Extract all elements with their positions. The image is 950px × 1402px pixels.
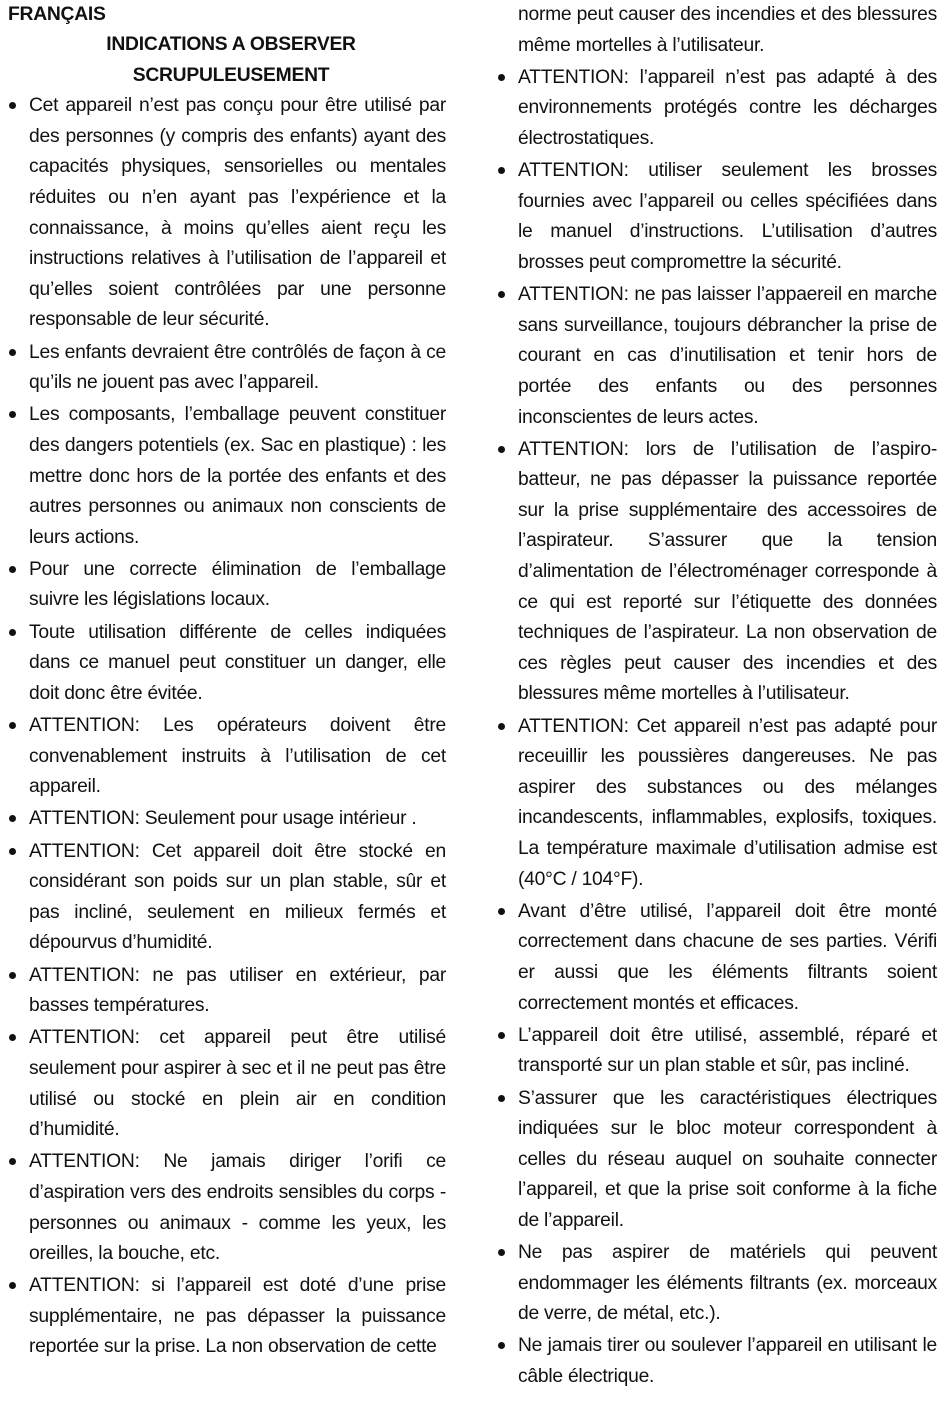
list-item (497, 435, 937, 710)
bullet-icon (9, 1034, 16, 1041)
bullet-icon (498, 291, 505, 298)
bullet-icon (9, 848, 16, 855)
list-item (497, 1238, 937, 1330)
bullet-icon (498, 74, 505, 81)
list-item-text: ATTENTION: si l’appareil est doté d’une prise supplémentaire, ne pas dépasser la puissance reportée sur la prise. La non observation de cette (29, 1275, 446, 1358)
list-item-text: Les composants, l’emballage peuvent constituer des dangers potentiels (ex. Sac en plastique) : les mettre donc hors de la portée des enfants et des autres personnes ou animaux non conscients de leurs actions. (29, 404, 446, 548)
list-item (497, 897, 937, 1019)
list-item-text: Pour une correcte élimination de l’emballage suivre les législations locaux. (29, 558, 446, 611)
list-item-text: ATTENTION: utiliser seulement les brosses fournies avec l’appareil ou celles spécifiées dans le manuel d’instructions. L’utilisation d’autres brosses peut compromettre la sécurité. (518, 160, 937, 273)
list-item-text: ATTENTION: ne pas utiliser en extérieur, par basses températures. (29, 964, 446, 1017)
list-item (8, 804, 446, 835)
list-item-text: S’assurer que les caractéristiques électriques indiquées sur le bloc moteur correspondent à celles du réseau auquel on souhaite connecter l’appareil, et que la prise soit conforme à la fiche de l’appareil. (518, 1087, 937, 1231)
list-item-text: Toute utilisation différente de celles indiquées dans ce manuel peut constituer un danger, elle doit donc être évitée. (29, 621, 446, 704)
list-item (497, 1021, 937, 1082)
list-item (8, 555, 446, 616)
list-item (8, 1023, 446, 1145)
list-item-text: Les enfants devraient être contrôlés de façon à ce qu’ils ne jouent pas avec l’appareil. (29, 341, 446, 394)
bullet-icon (9, 1158, 16, 1165)
list-item (8, 961, 446, 1022)
list-item-text: Ne pas aspirer de matériels qui peuvent endommager les éléments filtrants (ex. morceaux de verre, de métal, etc.). (518, 1242, 937, 1325)
list-item-text: L’appareil doit être utilisé, assemblé, réparé et transporté sur un plan stable et sûr, pas incliné. (518, 1024, 937, 1077)
continued-text: norme peut causer des incendies et des blessures même mortelles à l’utilisateur. (518, 4, 937, 56)
list-item-text: ATTENTION: ne pas laisser l’appaereil en marche sans surveillance, toujours débrancher la prise de courant en cas d’inutilisation et tenir hors de portée des enfants ou des personnes inconscientes de leurs actes. (518, 284, 937, 428)
list-item-text: ATTENTION: Cet appareil doit être stocké en considérant son poids sur un plan stable, sûr et pas incliné, seulement en milieux fermés et dépourvus d’humidité. (29, 840, 446, 954)
bullet-icon (9, 722, 16, 729)
list-item-text: Avant d’être utilisé, l’appareil doit être monté correctement dans chacune de ses parties. Vérifi er aussi que les éléments filtrants soient correctement montés et efficaces. (518, 900, 937, 1014)
list-item-text: ATTENTION: cet appareil peut être utilisé seulement pour aspirer à sec et il ne peut pas être utilisé ou stocké en plein air en condition d’humidité. (29, 1027, 446, 1141)
list-item (497, 1331, 937, 1392)
language-label: FRANÇAIS (8, 4, 106, 25)
bullet-icon (9, 1282, 16, 1289)
bullet-icon (9, 411, 16, 418)
bullet-icon (498, 908, 505, 915)
bullet-icon (9, 629, 16, 636)
list-item-text: ATTENTION: Cet appareil n’est pas adapté pour receuillir les poussières dangereuses. Ne pas aspirer des substances ou des mélanges incandescents, inflammables, explosifs, toxiques. La température maximale d’utilisation admise est (40°C / 104°F). (518, 715, 937, 890)
bullet-icon (498, 1095, 505, 1102)
section-heading (8, 30, 446, 91)
list-item-text: ATTENTION: Seulement pour usage intérieur . (29, 808, 417, 830)
list-item (8, 1147, 446, 1269)
list-item-text: ATTENTION: Ne jamais diriger l’orifi ce d’aspiration vers des endroits sensibles du corps - personnes ou animaux - comme les yeux, les oreilles, la bouche, etc. (29, 1151, 446, 1265)
list-item (497, 280, 937, 433)
list-item (8, 618, 446, 710)
list-item (8, 837, 446, 959)
bullet-icon (498, 723, 505, 730)
list-item (8, 1271, 446, 1363)
list-item-text: ATTENTION: l’appareil n’est pas adapté à des environnements protégés contre les décharges électrostatiques. (518, 66, 937, 149)
left-bullet-list (8, 91, 446, 1363)
list-item (8, 711, 446, 803)
list-item-text: ATTENTION: Les opérateurs doivent être convenablement instruits à l’utilisation de cet appareil. (29, 715, 446, 798)
list-item (497, 63, 937, 155)
list-item-text: Ne jamais tirer ou soulever l’appareil en utilisant le câble électrique. (518, 1335, 937, 1388)
bullet-icon (9, 566, 16, 573)
bullet-icon (498, 1342, 505, 1349)
right-column (497, 0, 937, 1394)
bullet-icon (9, 815, 16, 822)
list-item (497, 1084, 937, 1237)
bullet-icon (498, 167, 505, 174)
list-item-text: ATTENTION: lors de l’utilisation de l’aspiro-batteur, ne pas dépasser la puissance reportée sur la prise supplémentaire des accessoires de l’aspirateur. S’assurer que la tension d’alimentation de l’électroménager corresponde à ce qui est reporté sur l’étiquette des données techniques de l’aspirateur. La non observation de ces règles peut causer des incendies et des blessures même mortelles à l’utilisateur. (518, 438, 937, 705)
left-column (8, 0, 446, 1365)
list-item (497, 156, 937, 278)
heading-line-2: SCRUPULEUSEMENT (132, 64, 330, 86)
list-item (8, 91, 446, 336)
list-item (8, 400, 446, 553)
list-item (8, 338, 446, 399)
bullet-icon (9, 102, 16, 109)
right-bullet-list (497, 63, 937, 1393)
bullet-icon (9, 972, 16, 979)
bullet-icon (9, 349, 16, 356)
bullet-icon (498, 446, 505, 453)
bullet-icon (498, 1249, 505, 1256)
heading-line-1: INDICATIONS A OBSERVER (106, 34, 356, 55)
list-item-text: Cet appareil n’est pas conçu pour être utilisé par des personnes (y compris des enfants) ayant des capacités physiques, sensorielles ou mentales réduites ou n’en ayant pas l’expérience et la connaissance, à moins qu’elles aient reçu les instructions relatives à l’utilisation de l’appareil et qu’elles soient contrôlées par une personne responsable de leur sécurité. (29, 95, 446, 331)
bullet-icon (498, 1032, 505, 1039)
list-item (497, 712, 937, 896)
